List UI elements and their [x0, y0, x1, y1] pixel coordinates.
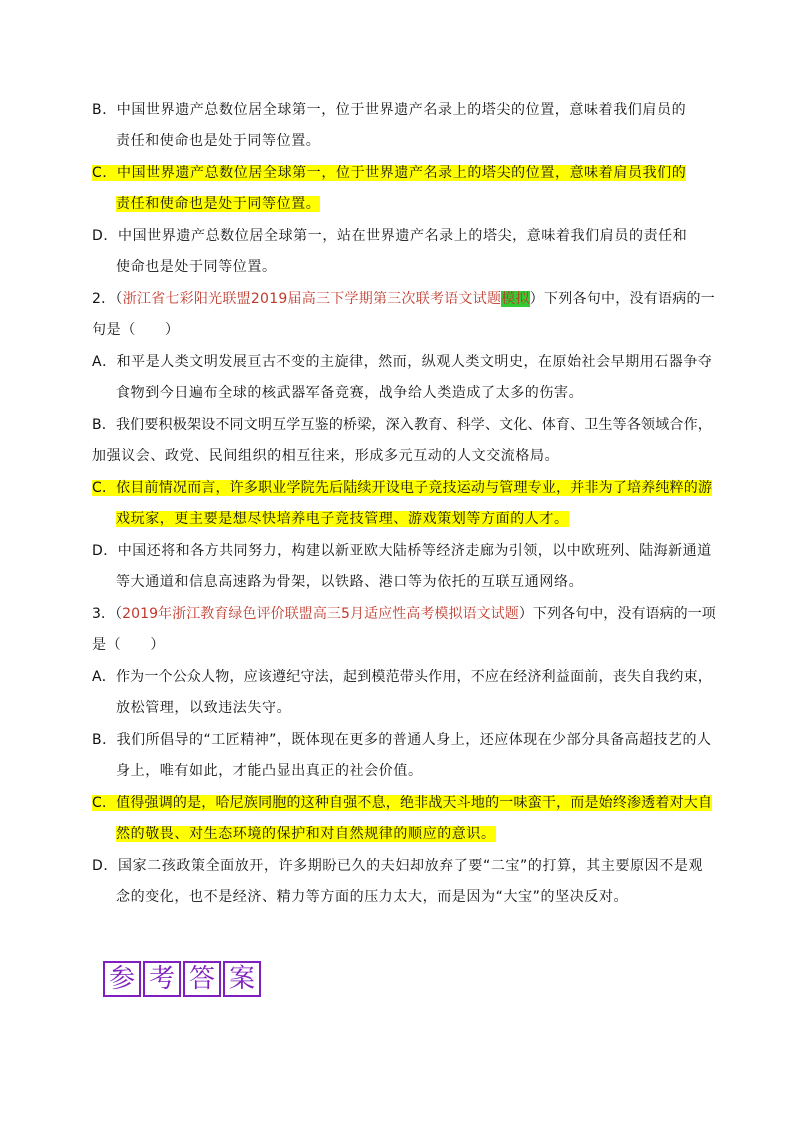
q1-option-c-line1: C．中国世界遗产总数位居全球第一，位于世界遗产名录上的塔尖的位置，意味着肩员我们的: [92, 165, 687, 181]
q2-tag: 模拟: [501, 291, 530, 307]
q3-option-c-line2: 然的敬畏、对生态环境的保护和对自然规律的顺应的意识。: [116, 826, 496, 842]
q3-option-a-line1: A．作为一个公众人物，应该遵纪守法，起到模范带头作用，不应在经济利益面前，丧失自我约束，: [92, 669, 712, 685]
answer-heading-char: 考: [143, 961, 181, 997]
q1-option-b-line1: B．中国世界遗产总数位居全球第一，位于世界遗产名录上的塔尖的位置，意味着我们肩员的: [92, 102, 687, 118]
q2-stem-line1: 2．（浙江省七彩阳光联盟2019届高三下学期第三次联考语文试题模拟）下列各句中，没有语病的一: [92, 291, 715, 307]
q3-option-c-line1: C．值得强调的是，哈尼族同胞的这种自强不息，绝非战天斗地的一味蛮干，而是始终渗透着对大自: [92, 795, 713, 811]
q3-stem-line1: 3．（2019年浙江教育绿色评价联盟高三5月适应性高考模拟语文试题）下列各句中，没有语病的一项: [92, 606, 716, 622]
answer-heading-char: 答: [183, 961, 221, 997]
q2-number: 2．（: [92, 291, 123, 307]
answer-heading-char: 参: [103, 961, 141, 997]
q2-stem-line2: 句是（ ）: [92, 322, 180, 338]
q3-number: 3．（: [92, 606, 123, 622]
q2-option-c-line1: C．依目前情况而言，许多职业学院先后陆续开设电子竞技运动与管理专业，并非为了培养纯粹的游: [92, 480, 713, 496]
q2-option-b-line1: B．我们要积极架设不同文明互学互鉴的桥梁，深入教育、科学、文化、体育、卫生等各领域合作，: [92, 417, 713, 433]
q2-option-d-line1: D．中国还将和各方共同努力，构建以新亚欧大陆桥等经济走廊为引领，以中欧班列、陆海新通道: [92, 543, 712, 559]
q1-option-d-line2: 使命也是处于同等位置。: [116, 259, 277, 275]
q2-option-a-line1: A．和平是人类文明发展亘古不变的主旋律，然而，纵观人类文明史，在原始社会早期用石器争夺: [92, 354, 713, 370]
q2-option-d-line2: 等大通道和信息高速路为骨架，以铁路、港口等为依托的互联互通网络。: [116, 574, 584, 590]
q1-option-d-line1: D．中国世界遗产总数位居全球第一，站在世界遗产名录上的塔尖，意味着我们肩员的责任和: [92, 228, 688, 244]
answer-heading-char: 案: [223, 961, 261, 997]
q3-option-b-line1: B．我们所倡导的“工匠精神”，既体现在更多的普通人身上，还应体现在少部分具备高超技艺的人: [92, 732, 712, 748]
q2-source: 浙江省七彩阳光联盟2019届高三下学期第三次联考语文试题: [122, 291, 502, 307]
q3-option-d-line2: 念的变化，也不是经济、精力等方面的压力太大，而是因为“大宝”的坚决反对。: [116, 889, 629, 905]
q1-option-c-line2: 责任和使命也是处于同等位置。: [116, 196, 321, 212]
q3-option-d-line1: D．国家二孩政策全面放开，许多期盼已久的夫妇却放弃了要“二宝”的打算，其主要原因不是观: [92, 858, 704, 874]
q3-option-a-line2: 放松管理，以致违法失守。: [116, 700, 292, 716]
q3-source: 2019年浙江教育绿色评价联盟高三5月适应性高考模拟语文试题: [122, 606, 519, 622]
answer-heading: [103, 961, 261, 997]
q1-option-b-line2: 责任和使命也是处于同等位置。: [116, 133, 321, 149]
q3-option-b-line2: 身上，唯有如此，才能凸显出真正的社会价值。: [116, 763, 423, 779]
q2-option-a-line2: 食物到今日遍布全球的核武器军备竞赛，战争给人类造成了太多的伤害。: [116, 385, 584, 401]
q3-stem-line2: 是（ ）: [92, 637, 165, 653]
q2-option-b-line2: 加强议会、政党、民间组织的相互往来，形成多元互动的人文交流格局。: [92, 448, 560, 464]
q2-option-c-line2: 戏玩家，更主要是想尽快培养电子竞技管理、游戏策划等方面的人才。: [116, 511, 569, 527]
